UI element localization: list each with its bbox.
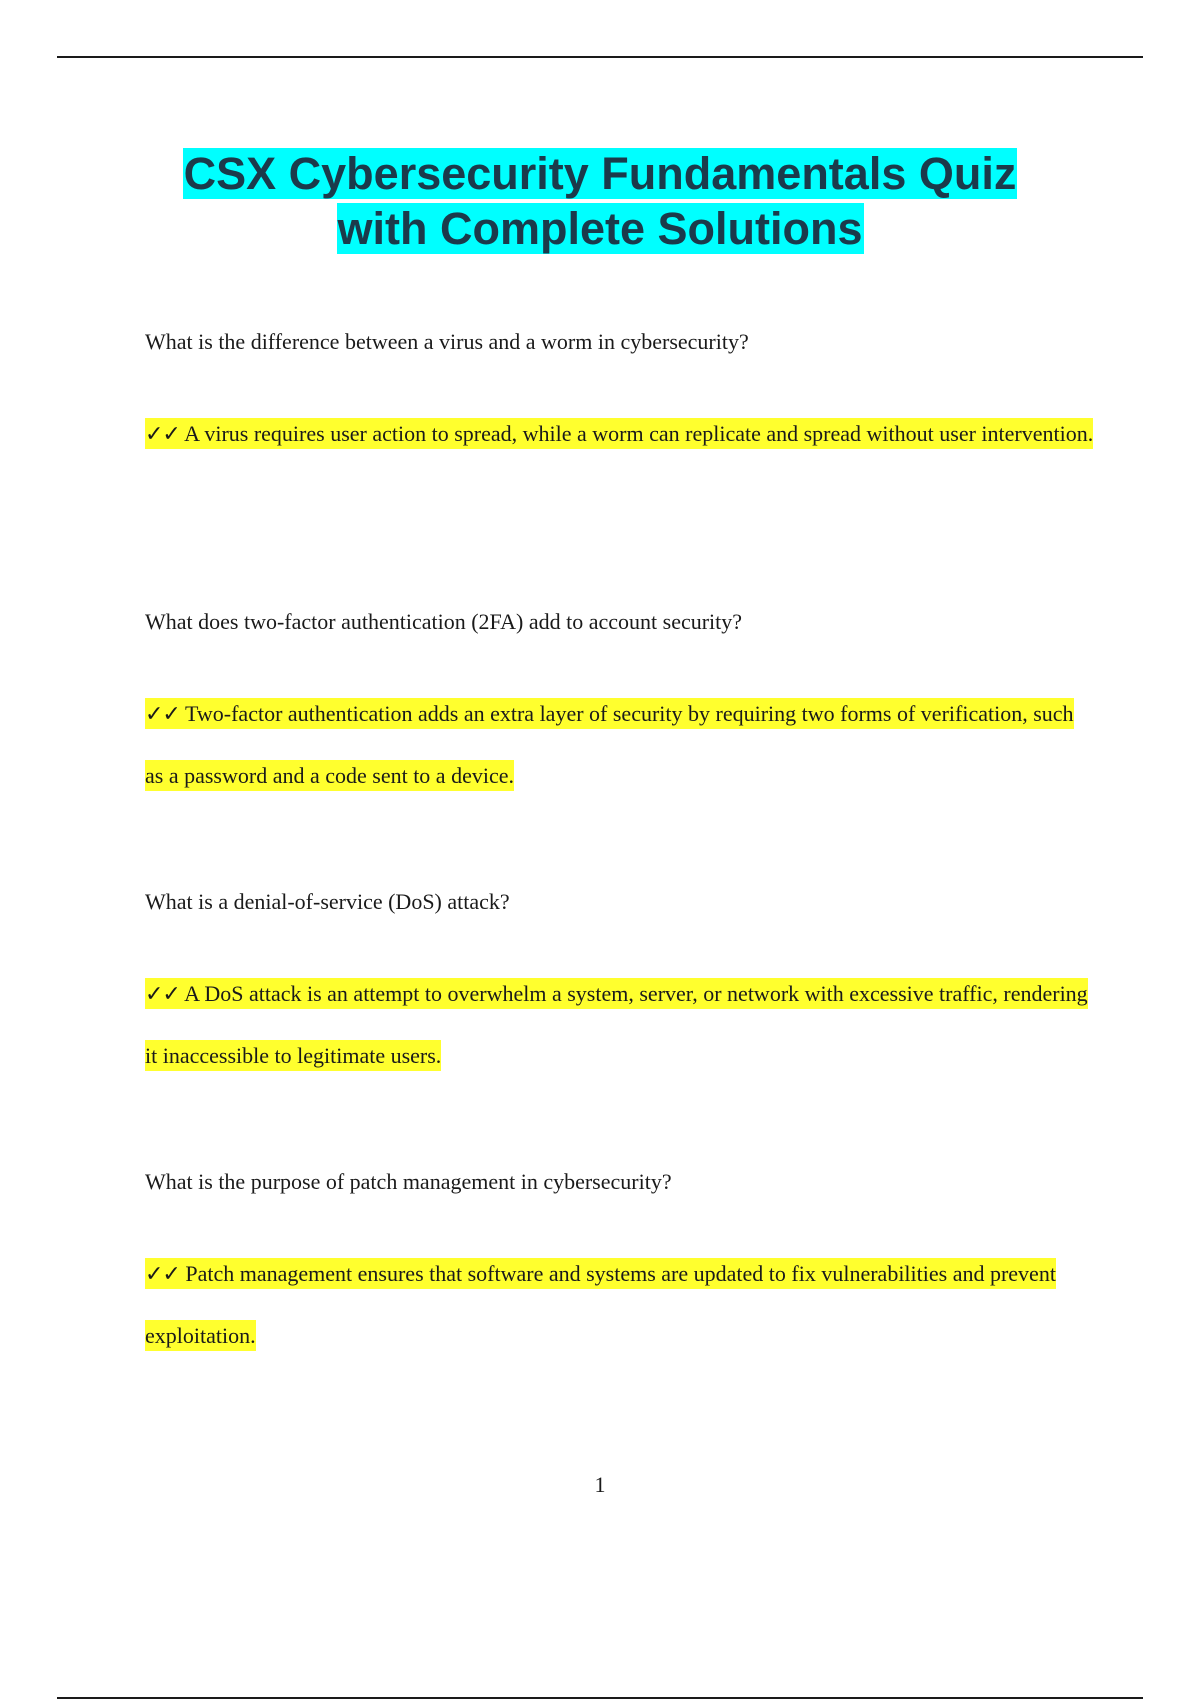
double-check-icon: ✓✓ — [145, 702, 180, 727]
double-check-icon: ✓✓ — [145, 982, 180, 1007]
title-line-2: with Complete Solutions — [337, 203, 863, 254]
top-rule — [57, 56, 1143, 58]
double-check-icon: ✓✓ — [145, 422, 180, 447]
answer-highlight — [145, 418, 1093, 449]
document-title — [0, 146, 1200, 256]
title-line-1: CSX Cybersecurity Fundamentals Quiz — [183, 148, 1017, 199]
answer-text — [145, 683, 1095, 806]
answer-text — [145, 403, 1095, 465]
double-check-icon: ✓✓ — [145, 1262, 180, 1287]
question-text: What is the purpose of patch management in cybersecurity? — [145, 1169, 672, 1194]
answer-content: Two-factor authentication adds an extra layer of security by requiring two forms of verification, such as a password and a code sent to a device. — [145, 701, 1074, 788]
page-number: 1 — [594, 1472, 606, 1497]
answer-content: Patch management ensures that software and systems are updated to fix vulnerabilities and prevent exploitation. — [145, 1261, 1056, 1348]
answer-text — [145, 963, 1095, 1086]
question-text: What is a denial-of-service (DoS) attack? — [145, 889, 510, 914]
question-text: What is the difference between a virus and a worm in cybersecurity? — [145, 329, 749, 354]
question-text: What does two-factor authentication (2FA) add to account security? — [145, 609, 743, 634]
answer-text — [145, 1243, 1095, 1366]
bottom-rule — [57, 1697, 1143, 1699]
answer-content: A virus requires user action to spread, while a worm can replicate and spread without user intervention. — [184, 421, 1094, 446]
answer-highlight — [145, 978, 1088, 1071]
answer-highlight — [145, 698, 1074, 791]
answer-highlight — [145, 1258, 1056, 1351]
answer-content: A DoS attack is an attempt to overwhelm a system, server, or network with excessive traffic, rendering it inaccessible to legitimate users. — [145, 981, 1088, 1068]
